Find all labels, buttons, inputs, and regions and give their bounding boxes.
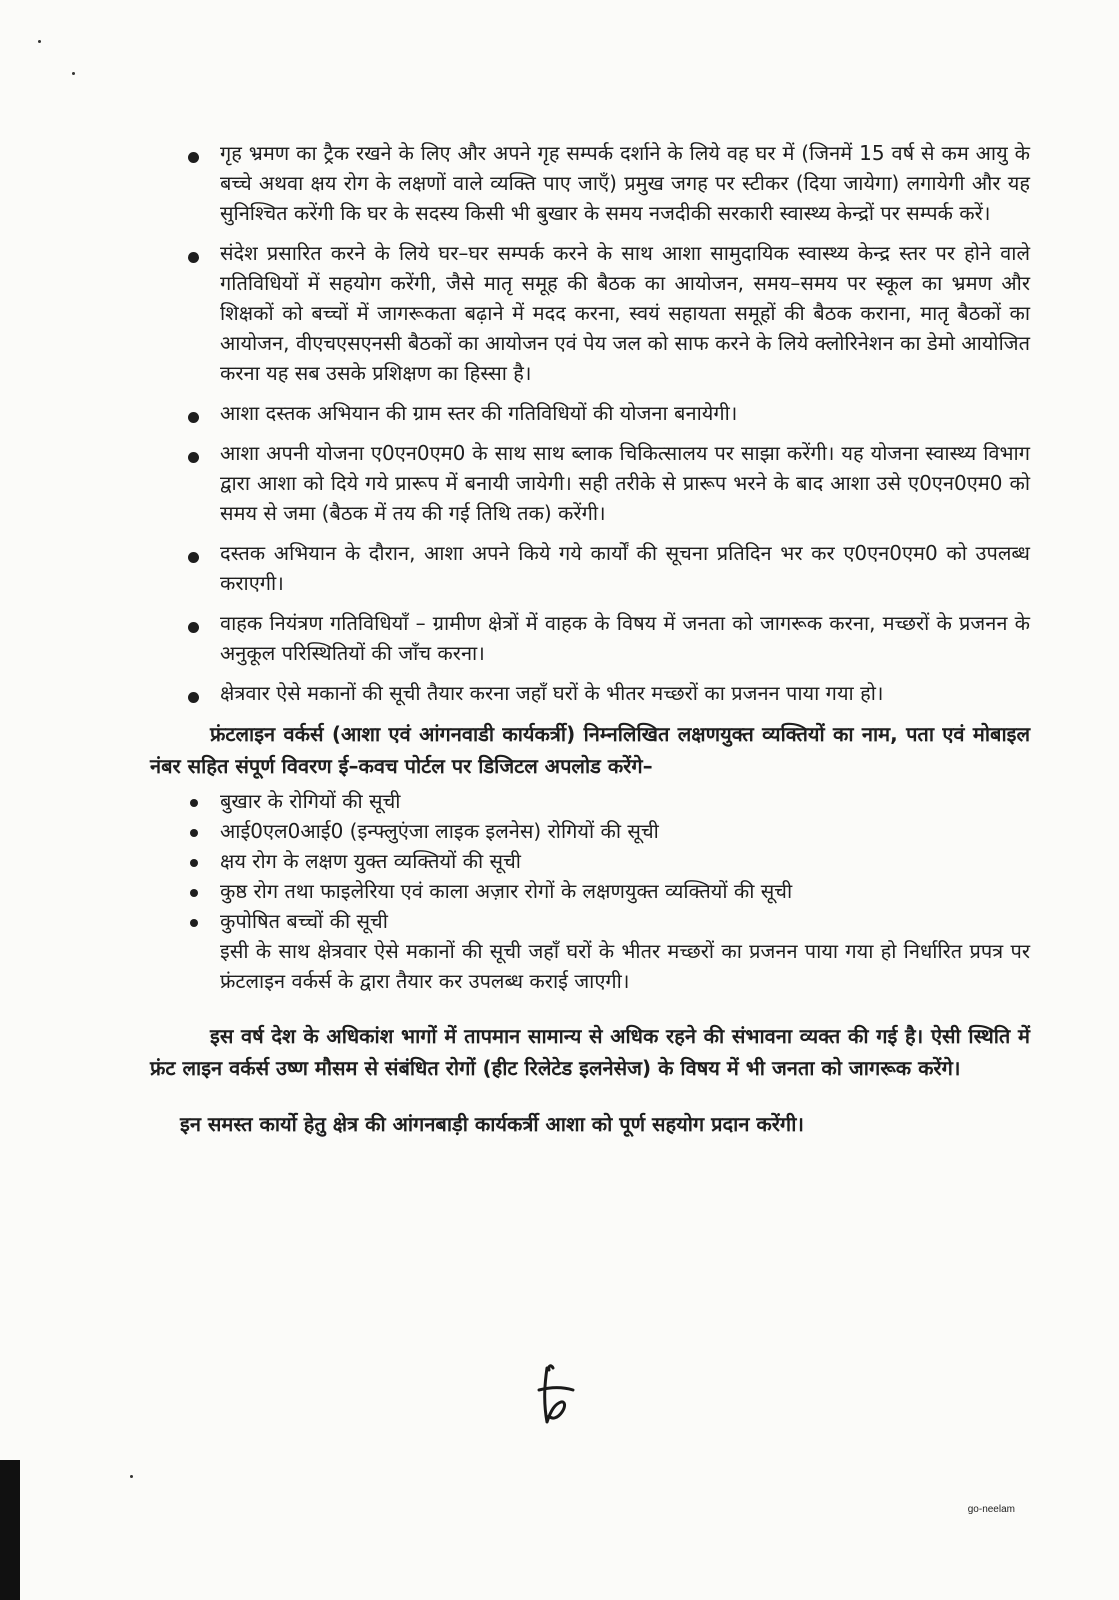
symptom-list [150, 786, 1030, 936]
list-item [150, 538, 1030, 598]
bullet-icon [190, 889, 198, 897]
list-item [150, 138, 1030, 228]
list-item-text: आशा अपनी योजना ए0एन0एम0 के साथ साथ ब्लाक चिकित्सालय पर साझा करेंगी। यह योजना स्वास्थ्य विभाग द्वारा आशा को दिये गये प्रारूप में बनायी जायेगी। सही तरीके से प्रारूप भरने के बाद आशा उसे ए0एन0एम0 को समय से जमा (बैठक में तय की गई तिथि तक) करेंगी। [220, 441, 1030, 525]
bullet-icon [188, 552, 199, 563]
scan-speck [130, 1475, 133, 1478]
scan-edge-bar [0, 1460, 20, 1600]
list-item [150, 678, 1030, 708]
list-item [150, 786, 1030, 816]
list-item-text: गृह भ्रमण का ट्रैक रखने के लिए और अपने गृह सम्पर्क दर्शाने के लिये वह घर में (जिनमें 15 वर्ष से कम आयु के बच्चे अथवा क्षय रोग के लक्षणों वाले व्यक्ति पाए जाएँ) प्रमुख जगह पर स्टीकर (दिया जायेगा) लगायेगी और यह सुनिश्चित करेंगी कि घर के सदस्य किसी भी बुखार के समय नजदीकी सरकारी स्वास्थ्य केन्द्रों पर सम्पर्क करें। [220, 141, 1030, 225]
document-body [150, 138, 1030, 1140]
list-item-text: क्षय रोग के लक्षण युक्त व्यक्तियों की सूची [220, 849, 521, 873]
heat-illness-paragraph: इस वर्ष देश के अधिकांश भागों में तापमान सामान्य से अधिक रहने की संभावना व्यक्त की गई है। ऐसी स्थिति में फ्रंट लाइन वर्कर्स उष्ण मौसम से संबंधित रोगों (हीट रिलेटेड इलनेसेज) के विषय में भी जनता को जागरूक करेंगे। [150, 1024, 1030, 1080]
bullet-icon [188, 152, 199, 163]
list-item-text: आशा दस्तक अभियान की ग्राम स्तर की गतिविधियों की योजना बनायेगी। [220, 401, 738, 425]
signature-icon [525, 1360, 585, 1430]
bullet-icon [190, 859, 198, 867]
bullet-icon [188, 692, 199, 703]
list-item-text: संदेश प्रसारित करने के लिये घर–घर सम्पर्क करने के साथ आशा सामुदायिक स्वास्थ्य केन्द्र स्तर पर होने वाले गतिविधियों में सहयोग करेंगी, जैसे मातृ समूह की बैठक का आयोजन, समय–समय पर स्कूल का भ्रमण और शिक्षकों को बच्चों में जागरूकता बढ़ाने में मदद करना, स्वयं सहायता समूहों की बैठक कराना, मातृ बैठकों का आयोजन, वीएचएसएनसी बैठकों का आयोजन एवं पेय जल को साफ करने के लिये क्लोरिनेशन का डेमो आयोजित करना यह सब उसके प्रशिक्षण का हिस्सा है। [220, 241, 1030, 385]
list-item [150, 846, 1030, 876]
frontline-paragraph: फ्रंटलाइन वर्कर्स (आशा एवं आंगनवाडी कार्यकर्त्री) निम्नलिखित लक्षणयुक्त व्यक्तियों का नाम, पता एवं मोबाइल नंबर सहित संपूर्ण विवरण ई–कवच पोर्टल पर डिजिटल अपलोड करेंगे– [150, 722, 1030, 778]
footer-reference-code: go-neelam [967, 1504, 1015, 1515]
list-item [150, 876, 1030, 906]
list-item [150, 816, 1030, 846]
bullet-icon [188, 252, 199, 263]
list-item-text: वाहक नियंत्रण गतिविधियाँ – ग्रामीण क्षेत्रों में वाहक के विषय में जनता को जागरूक करना, मच्छरों के प्रजनन के अनुकूल परिस्थितियों की जाँच करना। [220, 611, 1030, 665]
bullet-icon [188, 412, 199, 423]
list-item [150, 608, 1030, 668]
list-item-text: क्षेत्रवार ऐसे मकानों की सूची तैयार करना जहाँ घरों के भीतर मच्छरों का प्रजनन पाया गया हो। [220, 681, 884, 705]
bullet-icon [190, 829, 198, 837]
bullet-icon [188, 452, 199, 463]
list-item-text: कुपोषित बच्चों की सूची [220, 909, 388, 933]
scan-speck [72, 72, 75, 75]
bullet-icon [190, 799, 198, 807]
list-item-text: आई0एल0आई0 (इन्फ्लुएंजा लाइक इलनेस) रोगियों की सूची [220, 819, 659, 843]
list-item-text: बुखार के रोगियों की सूची [220, 789, 401, 813]
list-item-text: कुष्ठ रोग तथा फाइलेरिया एवं काला अज़ार रोगों के लक्षणयुक्त व्यक्तियों की सूची [220, 879, 793, 903]
main-bullet-list [150, 138, 1030, 708]
bullet-icon [188, 622, 199, 633]
list-item [150, 906, 1030, 936]
list-item [150, 238, 1030, 388]
survey-sub-paragraph: इसी के साथ क्षेत्रवार ऐसे मकानों की सूची जहाँ घरों के भीतर मच्छरों का प्रजनन पाया गया हो निर्धारित प्रपत्र पर फ्रंटलाइन वर्कर्स के द्वारा तैयार कर उपलब्ध कराई जाएगी। [220, 939, 1030, 993]
list-item [150, 398, 1030, 428]
list-item [150, 438, 1030, 528]
anganwadi-support-paragraph: इन समस्त कार्यो हेतु क्षेत्र की आंगनबाड़ी कार्यकर्त्री आशा को पूर्ण सहयोग प्रदान करेंगी। [180, 1112, 804, 1136]
scan-speck [38, 40, 41, 43]
bullet-icon [190, 919, 198, 927]
list-item-text: दस्तक अभियान के दौरान, आशा अपने किये गये कार्यों की सूचना प्रतिदिन भर कर ए0एन0एम0 को उपलब्ध कराएगी। [220, 541, 1030, 595]
